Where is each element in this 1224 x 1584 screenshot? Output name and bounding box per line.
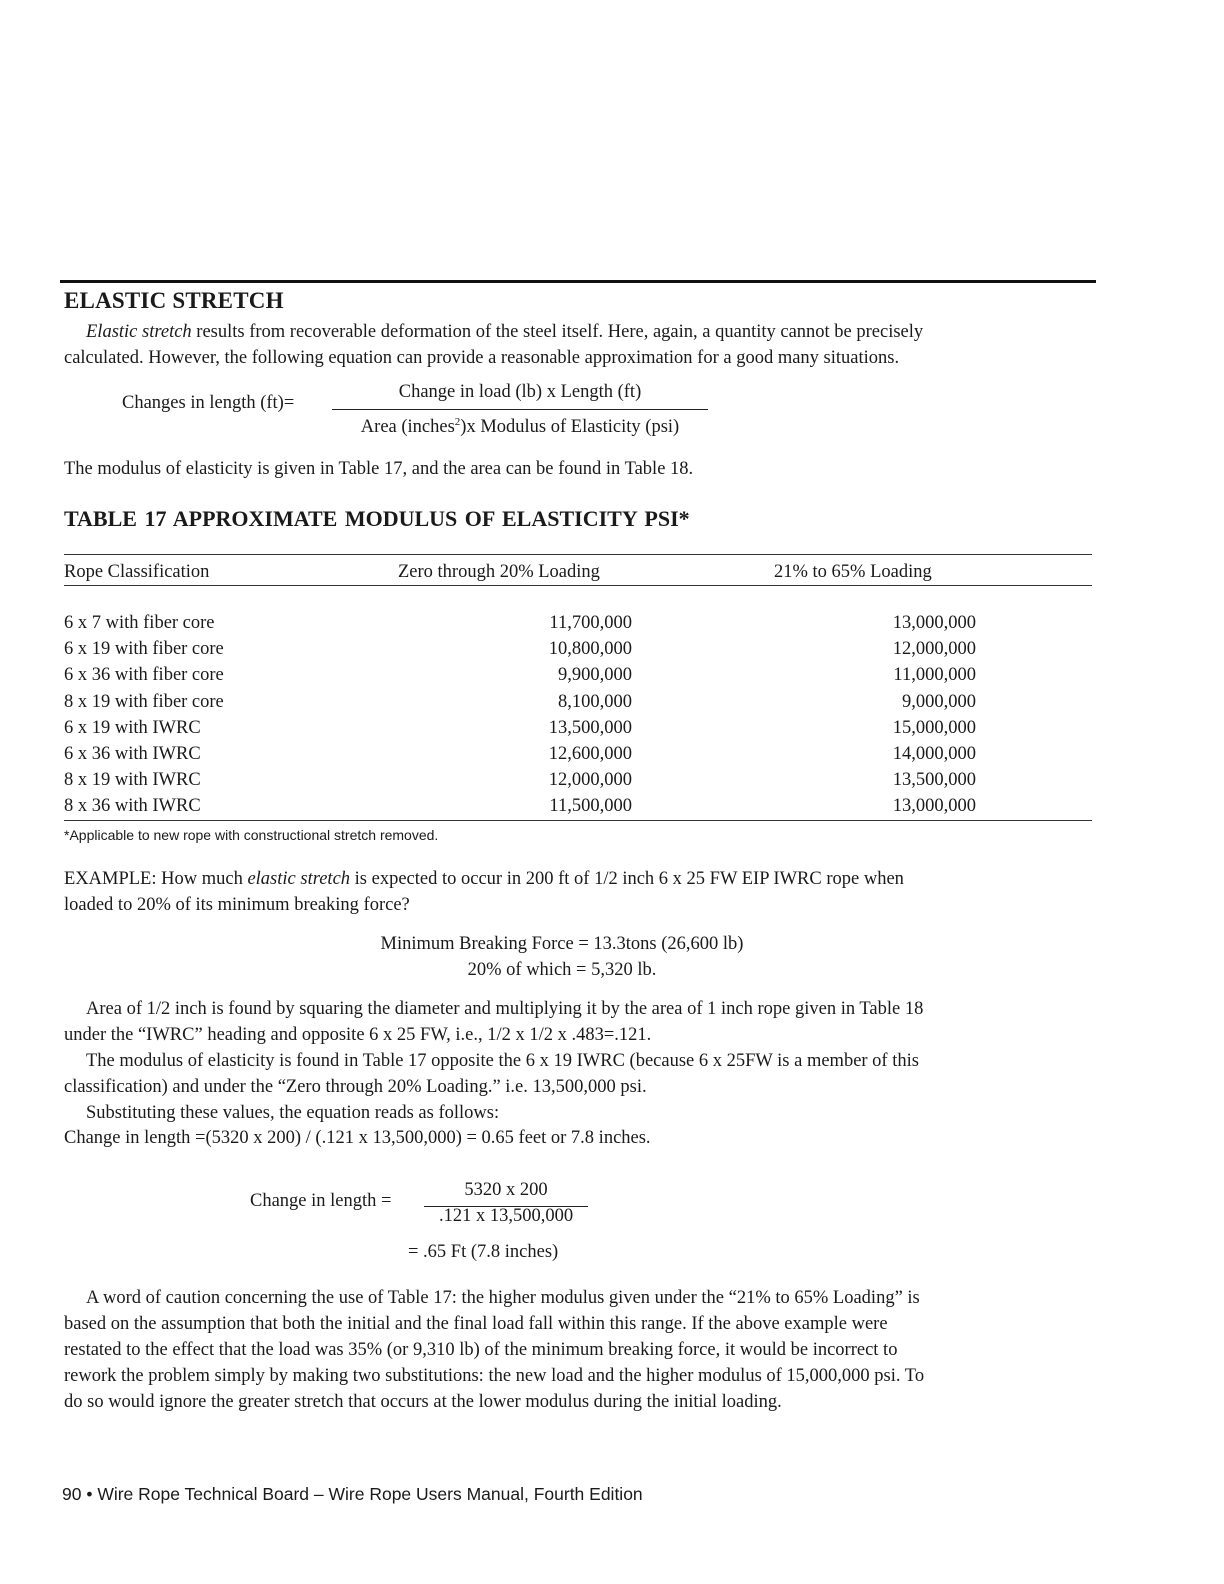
equation1-fraction-bar (332, 409, 708, 410)
cell-21-65: 12,000,000 (892, 639, 976, 660)
intro-term: Elastic stretch (86, 322, 192, 342)
equation1-denominator (332, 416, 708, 438)
cell-21-65: 13,500,000 (892, 770, 976, 791)
equation1-den-sup: 2 (454, 416, 461, 428)
caution-line3: restated to the effect that the load was 35% (or 9,310 lb) of the minimum breaking force, it would be incorrect to (64, 1340, 898, 1360)
equation2-numerator: 5320 x 200 (464, 1180, 548, 1200)
table-row (64, 692, 1092, 718)
area-line1: Area of 1/2 inch is found by squaring the diameter and multiplying it by the area of 1 inch rope given in Table 18 (86, 999, 924, 1019)
cell-zero-20: 8,100,000 (558, 691, 632, 712)
cell-classification: 6 x 7 with fiber core (64, 613, 215, 633)
example-paragraph (64, 866, 1084, 918)
intro-paragraph (64, 319, 1084, 371)
table-rule-top (64, 554, 1092, 555)
modulus-line2: classification) and under the “Zero through 20% Loading.” i.e. 13,500,000 psi. (64, 1077, 647, 1097)
equation1-numerator: Change in load (lb) x Length (ft) (398, 382, 642, 402)
equation2-result: = .65 Ft (7.8 inches) (408, 1242, 559, 1262)
cell-zero-20: 9,900,000 (558, 665, 632, 686)
table-header-zero-20: Zero through 20% Loading (398, 562, 600, 582)
cell-zero-20: 12,000,000 (548, 770, 632, 791)
cell-21-65: 11,000,000 (893, 665, 976, 686)
mbf-line1: Minimum Breaking Force = 13.3tons (26,600 lb) (380, 934, 744, 954)
caution-line1: A word of caution concerning the use of Table 17: the higher modulus given under the “21% to 65% Loading” is (86, 1288, 920, 1308)
caution-paragraph (64, 1285, 1094, 1415)
cell-zero-20: 11,700,000 (549, 613, 632, 633)
modulus-line1: The modulus of elasticity is found in Table 17 opposite the 6 x 19 IWRC (because 6 x 25FW is a member of this (86, 1051, 919, 1071)
equation2-label: Change in length = (250, 1191, 392, 1211)
table-row (64, 639, 1092, 665)
example-term: elastic stretch (247, 869, 351, 889)
table-header-21-65: 21% to 65% Loading (774, 562, 932, 582)
cell-zero-20: 13,500,000 (548, 717, 632, 738)
example-line2: loaded to 20% of its minimum breaking force? (64, 895, 410, 915)
top-rule (60, 280, 1096, 283)
table17-title: TABLE 17 APPROXIMATE MODULUS OF ELASTICITY PSI* (64, 506, 690, 531)
cell-21-65: 13,000,000 (892, 796, 976, 817)
cell-classification: 6 x 19 with IWRC (64, 717, 201, 738)
area-line2: under the “IWRC” heading and opposite 6 x 25 FW, i.e., 1/2 x 1/2 x .483=.121. (64, 1025, 652, 1045)
cell-zero-20: 10,800,000 (548, 639, 632, 660)
section-title: ELASTIC STRETCH (64, 288, 284, 313)
cell-21-65: 15,000,000 (892, 717, 976, 738)
table-row (64, 770, 1092, 796)
substituting-line: Substituting these values, the equation reads as follows: (86, 1103, 500, 1123)
cell-zero-20: 11,500,000 (549, 796, 632, 817)
cell-classification: 8 x 19 with fiber core (64, 691, 224, 712)
table-header-classification: Rope Classification (64, 562, 210, 582)
cell-21-65: 9,000,000 (902, 691, 976, 712)
table-rule-header (64, 585, 1092, 586)
table-footnote: *Applicable to new rope with constructional stretch removed. (64, 827, 439, 843)
cell-classification: 8 x 36 with IWRC (64, 796, 201, 817)
table-row (64, 718, 1092, 744)
example-lead: EXAMPLE: How much (64, 869, 248, 889)
table-row (64, 613, 1092, 639)
cell-21-65: 14,000,000 (892, 743, 976, 764)
table-row (64, 744, 1092, 770)
explanation-block (64, 996, 1084, 1126)
table-row (64, 796, 1092, 822)
cell-21-65: 13,000,000 (892, 613, 976, 633)
caution-line2: based on the assumption that both the initial and the final load fall within this range. If the above example were (64, 1314, 888, 1334)
caution-line4: rework the problem simply by making two substitutions: the new load and the higher modulus of 15,000,000 psi. To (64, 1366, 925, 1386)
equation2-denominator: .121 x 13,500,000 (438, 1206, 574, 1226)
cell-zero-20: 12,600,000 (548, 743, 632, 764)
intro-line2: calculated. However, the following equation can provide a reasonable approximation for a good many situations. (64, 348, 900, 368)
table-row (64, 665, 1092, 691)
equation1-den-a: Area (inches (360, 417, 455, 438)
table17-body (64, 613, 1092, 823)
example-line1: is expected to occur in 200 ft of 1/2 inch 6 x 25 FW EIP IWRC rope when (350, 869, 904, 889)
cell-classification: 6 x 36 with IWRC (64, 743, 201, 764)
intro-line1: results from recoverable deformation of the steel itself. Here, again, a quantity cannot be precisely (191, 322, 924, 342)
table-rule-bottom (64, 820, 1092, 821)
change-line: Change in length =(5320 x 200) / (.121 x 13,500,000) = 0.65 feet or 7.8 inches. (64, 1128, 651, 1148)
equation1-den-b: )x Modulus of Elasticity (psi) (460, 417, 680, 438)
cell-classification: 8 x 19 with IWRC (64, 770, 201, 791)
equation1-label: Changes in length (ft)= (122, 393, 295, 413)
mbf-line2: 20% of which = 5,320 lb. (467, 960, 657, 980)
cell-classification: 6 x 36 with fiber core (64, 665, 224, 686)
table-reference: The modulus of elasticity is given in Table 17, and the area can be found in Table 18. (64, 459, 694, 479)
cell-classification: 6 x 19 with fiber core (64, 639, 224, 660)
caution-line5: do so would ignore the greater stretch that occurs at the lower modulus during the initial loading. (64, 1392, 782, 1412)
page-footer: 90 • Wire Rope Technical Board – Wire Rope Users Manual, Fourth Edition (62, 1484, 643, 1504)
